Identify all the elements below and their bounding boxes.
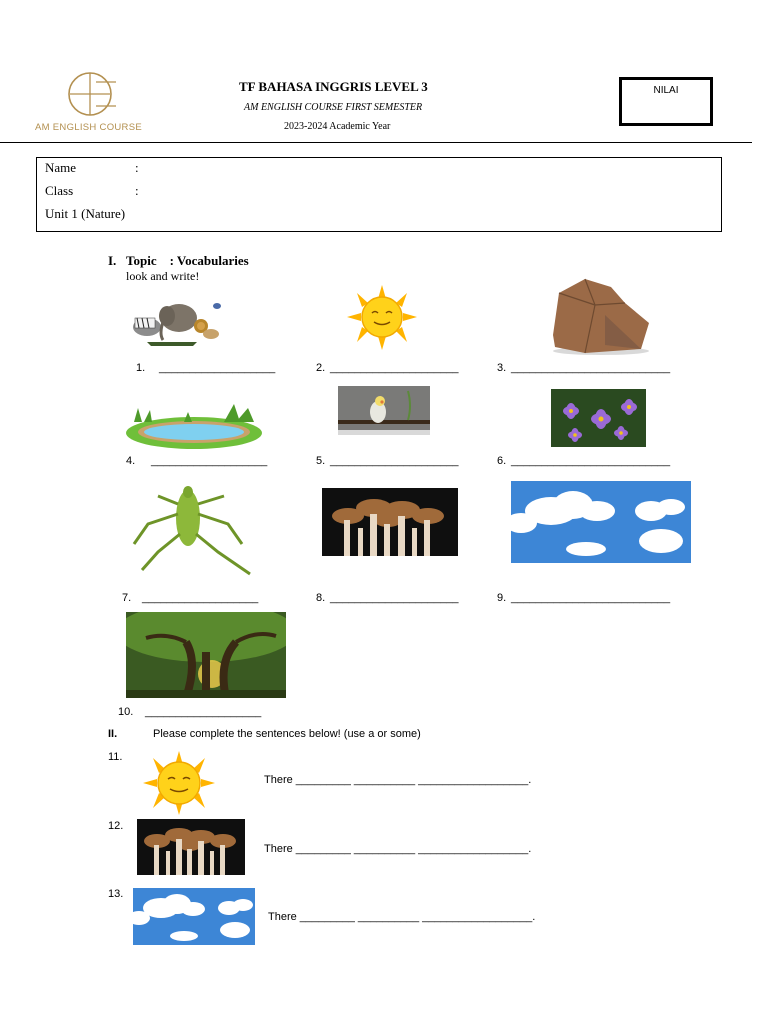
- score-label: NILAI: [653, 85, 679, 96]
- item-5-number: 5.: [316, 455, 326, 467]
- bird-icon: [338, 386, 430, 435]
- item-4-answer[interactable]: ___________________: [151, 455, 268, 467]
- rock-icon: [545, 275, 657, 357]
- sentence-13[interactable]: There _________ __________ __________________.: [268, 911, 536, 923]
- item-10-answer[interactable]: ___________________: [145, 706, 262, 718]
- flowers-icon: [551, 389, 646, 447]
- item-11-number: 11.: [108, 751, 123, 763]
- item-8-answer[interactable]: _____________________: [330, 592, 459, 604]
- item-5-answer[interactable]: _____________________: [330, 455, 459, 467]
- mushrooms-icon: [137, 819, 245, 875]
- item-2-answer[interactable]: _____________________: [330, 362, 459, 374]
- item-9-answer[interactable]: __________________________: [511, 592, 671, 604]
- item-7-answer[interactable]: ___________________: [142, 592, 259, 604]
- grasshopper-icon: [128, 484, 254, 579]
- section1-heading: Topic : Vocabularies: [126, 253, 249, 268]
- header-divider: [0, 142, 752, 143]
- sun-icon: [343, 285, 421, 350]
- item-8-number: 8.: [316, 592, 326, 604]
- mushrooms-icon: [322, 488, 458, 556]
- item-4-number: 4.: [126, 455, 136, 467]
- item-6-answer[interactable]: __________________________: [511, 455, 671, 467]
- page-title: TF BAHASA INGGRIS LEVEL 3: [239, 79, 428, 94]
- unit-label: Unit 1 (Nature): [45, 206, 126, 221]
- section2-instruction: Please complete the sentences below! (use a or some): [153, 728, 421, 740]
- clouds-icon: [133, 888, 255, 945]
- class-label: Class: [45, 183, 74, 198]
- item-1-answer[interactable]: ___________________: [159, 362, 276, 374]
- identity-box: [36, 157, 722, 232]
- item-7-number: 7.: [122, 592, 132, 604]
- item-3-number: 3.: [497, 362, 507, 374]
- score-box: [619, 77, 713, 126]
- sun-icon: [140, 751, 218, 815]
- section2-number: II.: [108, 728, 118, 740]
- item-9-number: 9.: [497, 592, 507, 604]
- class-colon: :: [135, 183, 139, 198]
- item-3-answer[interactable]: __________________________: [511, 362, 671, 374]
- logo-text: AM ENGLISH COURSE: [35, 122, 142, 133]
- sentence-12[interactable]: There _________ __________ __________________.: [264, 843, 532, 855]
- item-13-number: 13.: [108, 888, 124, 900]
- tree-icon: [126, 612, 286, 698]
- item-12-number: 12.: [108, 820, 124, 832]
- pond-icon: [124, 400, 264, 450]
- item-1-number: 1.: [136, 362, 146, 374]
- item-2-number: 2.: [316, 362, 326, 374]
- academic-year: 2023-2024 Academic Year: [284, 121, 391, 132]
- item-10-number: 10.: [118, 706, 134, 718]
- section1-number: I.: [108, 253, 117, 268]
- page-subtitle: AM ENGLISH COURSE FIRST SEMESTER: [244, 102, 423, 113]
- clouds-icon: [511, 481, 691, 563]
- section1-instruction: look and write!: [126, 269, 200, 283]
- animals-icon: [127, 292, 227, 350]
- logo: [60, 70, 120, 118]
- item-6-number: 6.: [497, 455, 507, 467]
- sentence-11[interactable]: There _________ __________ __________________.: [264, 774, 532, 786]
- name-colon: :: [135, 160, 139, 175]
- name-label: Name: [45, 160, 77, 175]
